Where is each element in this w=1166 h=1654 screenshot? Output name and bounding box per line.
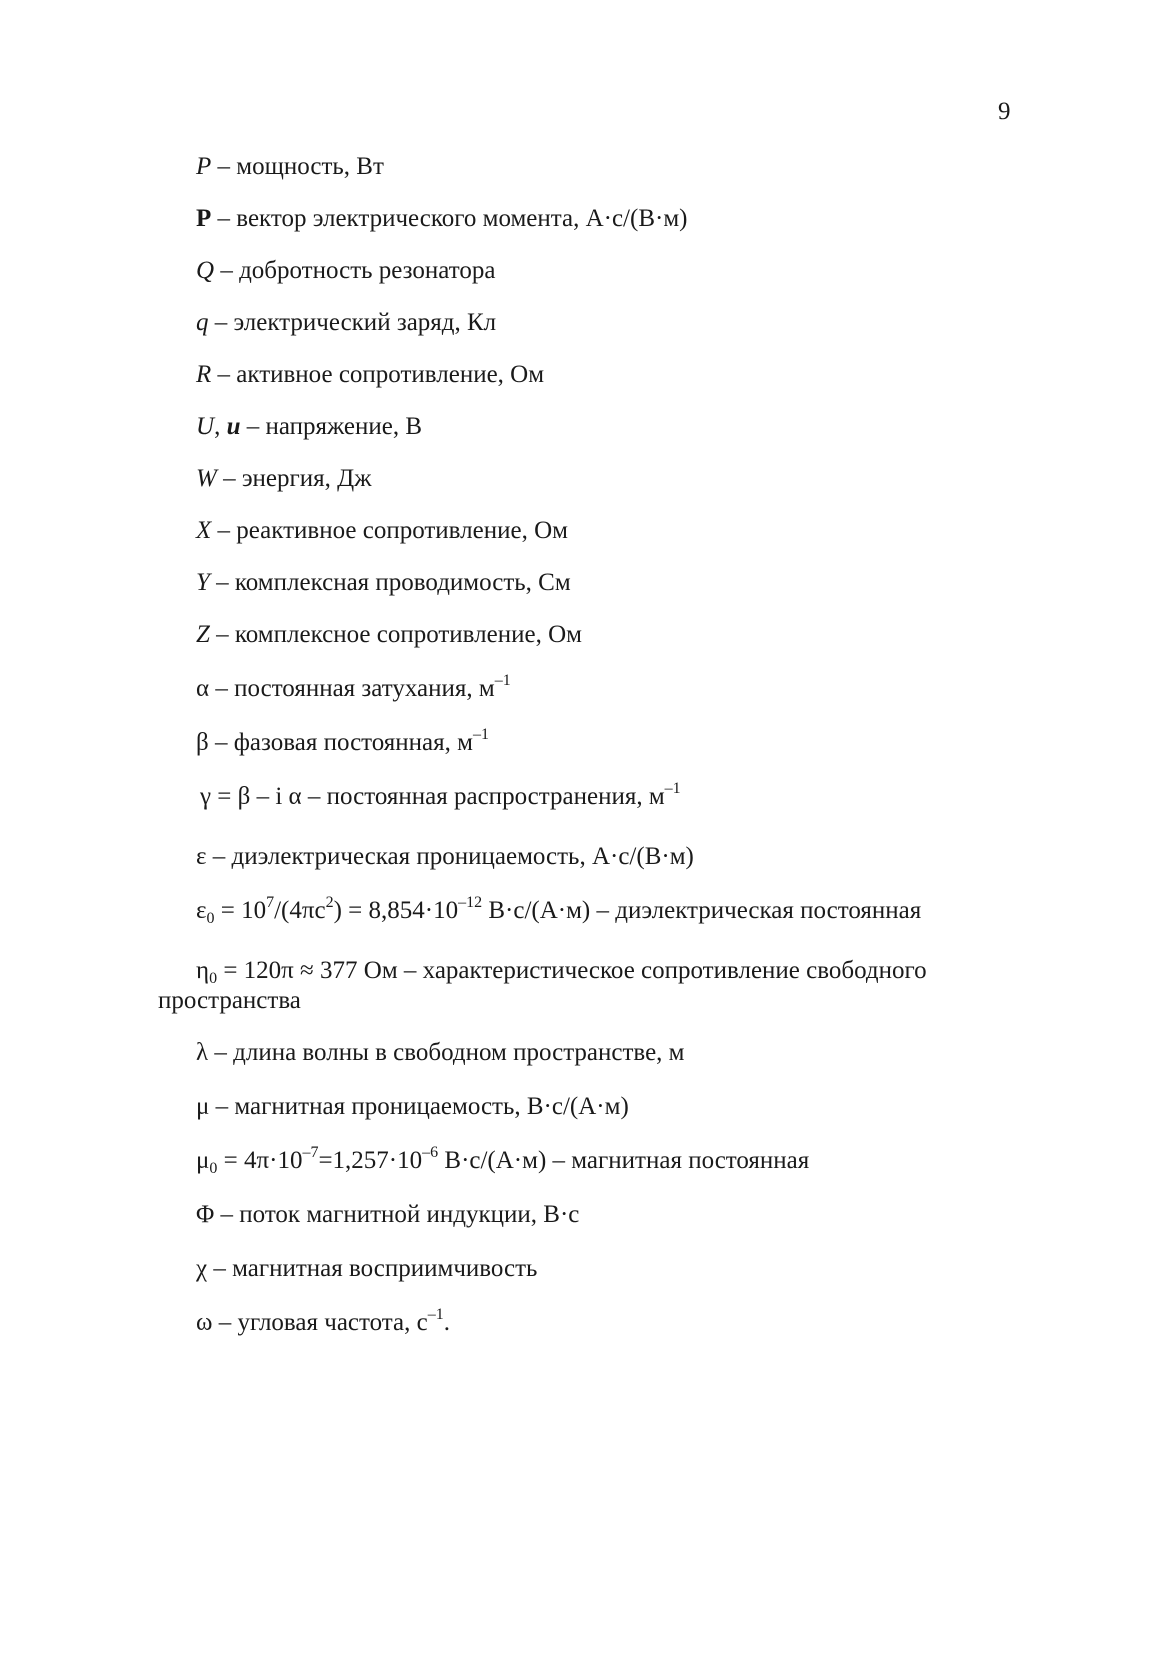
definition: – добротность резонатора: [214, 257, 496, 284]
symbol: ε: [196, 843, 207, 870]
list-item: [196, 896, 921, 926]
separator: ,: [214, 413, 227, 440]
formula-part: /(4πc: [274, 897, 326, 924]
symbol: q: [196, 309, 209, 336]
definition: – магнитная проницаемость, В·с/(А·м): [209, 1093, 629, 1120]
formula-part: = 4π·10: [217, 1147, 303, 1174]
definition: – энергия, Дж: [216, 465, 372, 492]
list-item: [196, 620, 582, 650]
definition: – фазовая постоянная, м: [208, 729, 473, 756]
symbol: P: [196, 205, 212, 232]
symbol: U: [196, 413, 215, 440]
list-item: [196, 204, 687, 234]
symbol: ε: [196, 897, 207, 924]
definition: – комплексное сопротивление, Ом: [209, 621, 582, 648]
list-item: [196, 152, 384, 182]
list-item: [196, 256, 495, 286]
definition: В·с/(А·м) – диэлектрическая постоянная: [482, 897, 922, 924]
symbol: P: [196, 153, 212, 180]
definition: – постоянная распространения, м: [307, 783, 665, 810]
formula-part: ) = 8,854·10: [333, 897, 459, 924]
subscript: 0: [209, 970, 218, 987]
list-item: [196, 1092, 629, 1122]
definition: – активное сопротивление, Ом: [211, 361, 545, 388]
definition: В·с/(А·м) – магнитная постоянная: [438, 1147, 810, 1174]
exponent: –6: [422, 1144, 439, 1161]
list-item: [196, 360, 544, 390]
list-item: [196, 1146, 809, 1176]
list-item: [196, 842, 694, 872]
definition: – мощность, Вт: [211, 153, 384, 180]
symbol: X: [196, 517, 212, 544]
symbol-secondary: u: [226, 413, 241, 440]
list-item: [200, 782, 681, 812]
definition: – реактивное сопротивление, Ом: [211, 517, 568, 544]
list-item: [196, 516, 568, 546]
symbol: η: [196, 957, 210, 984]
definition: – электрический заряд, Кл: [208, 309, 497, 336]
exponent: –1: [664, 780, 681, 797]
formula-part: =1,257·10: [318, 1147, 423, 1174]
list-item: [196, 674, 511, 704]
symbol: χ: [196, 1255, 208, 1282]
page-number: 9: [998, 98, 1011, 125]
definition: – вектор электрического момента, А·с/(В·м): [211, 205, 688, 232]
symbol: W: [196, 465, 217, 492]
exponent: –12: [458, 894, 483, 911]
list-item: [196, 1038, 685, 1068]
list-item: [158, 956, 1018, 1016]
exponent: 7: [266, 894, 275, 911]
exponent: –1: [472, 726, 489, 743]
definition: – длина волны в свободном пространстве, м: [208, 1039, 685, 1066]
definition-tail: .: [443, 1309, 450, 1336]
exponent: –7: [302, 1144, 319, 1161]
definition: – поток магнитной индукции, В·с: [214, 1201, 580, 1228]
symbol: λ: [196, 1039, 209, 1066]
list-item: [196, 1308, 450, 1338]
formula-part: = 10: [214, 897, 267, 924]
symbol: μ: [196, 1093, 210, 1120]
list-item: [196, 728, 489, 758]
list-item: [196, 308, 496, 338]
definition: = 120π ≈ 377 Ом – характеристическое сопротивление свободного пространства: [158, 957, 927, 1014]
symbol: Y: [196, 569, 210, 596]
symbol: α: [196, 675, 210, 702]
subscript: 0: [206, 910, 215, 927]
list-item: [196, 464, 372, 494]
definition: – диэлектрическая проницаемость, А·с/(В·м): [206, 843, 694, 870]
list-item: [196, 568, 571, 598]
list-item: [196, 1254, 537, 1284]
definition: – напряжение, В: [240, 413, 423, 440]
definition: – магнитная восприимчивость: [207, 1255, 538, 1282]
list-item: [196, 412, 422, 442]
symbol: γ = β – i α: [200, 783, 308, 810]
symbol: β: [196, 729, 209, 756]
symbol: μ: [196, 1147, 210, 1174]
subscript: 0: [209, 1160, 218, 1177]
symbol: R: [196, 361, 212, 388]
symbol: ω: [196, 1309, 213, 1336]
symbol: Q: [196, 257, 215, 284]
list-item: [196, 1200, 579, 1230]
symbol: Z: [196, 621, 210, 648]
exponent: 2: [325, 894, 334, 911]
definition: – комплексная проводимость, См: [209, 569, 571, 596]
symbol: Φ: [196, 1201, 215, 1228]
exponent: –1: [494, 672, 511, 689]
definition: – постоянная затухания, м: [209, 675, 495, 702]
exponent: –1: [427, 1306, 444, 1323]
definition: – угловая частота, с: [212, 1309, 428, 1336]
